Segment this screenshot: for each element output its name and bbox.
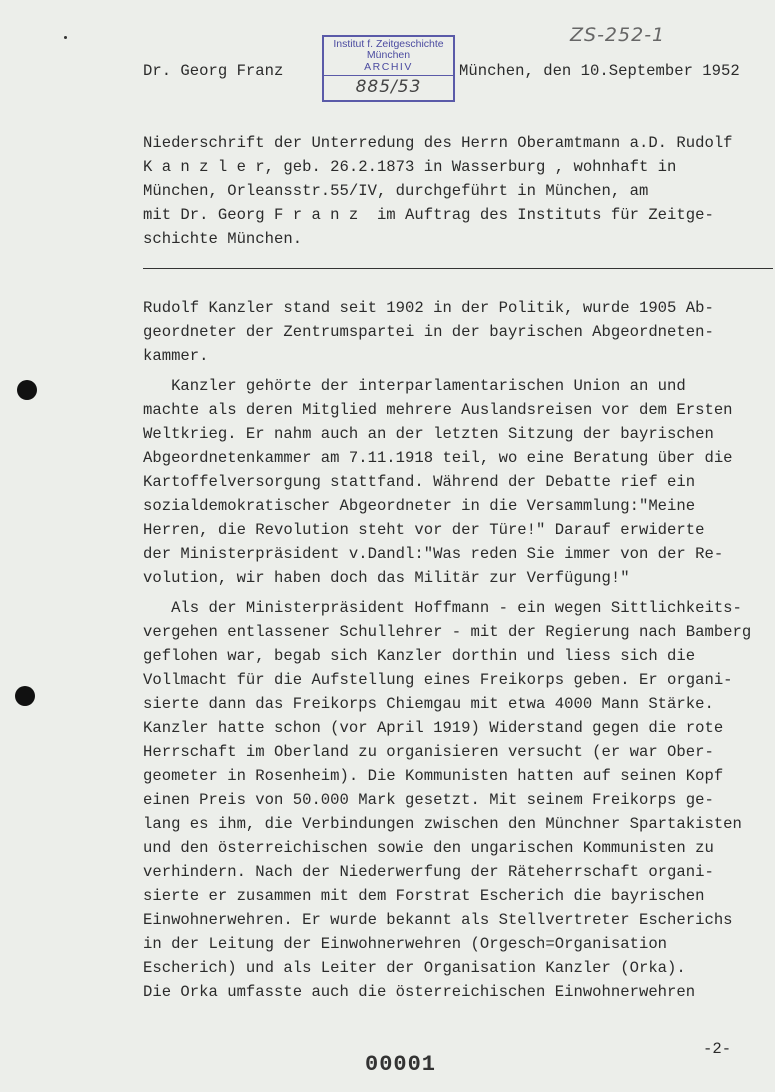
stamp-archive: ARCHIV: [324, 61, 453, 76]
body-line: sierte dann das Freikorps Chiemgau mit etwa 4000 Mann Stärke.: [143, 695, 714, 713]
body-line: volution, wir haben doch das Militär zur Verfügung!": [143, 569, 630, 587]
body-line: Kartoffelversorgung stattfand. Während der Debatte rief ein: [143, 473, 696, 491]
body-line: Weltkrieg. Er nahm auch an der letzten Sitzung der bayrischen: [143, 425, 714, 443]
intro-line: Niederschrift der Unterredung des Herrn Oberamtmann a.D. Rudolf: [143, 134, 733, 152]
body-line: geordneter der Zentrumspartei in der bayrischen Abgeordneten-: [143, 323, 714, 341]
place-date: München, den 10.September 1952: [459, 62, 740, 80]
body-line: und den österreichischen sowie den ungarischen Kommunisten zu: [143, 839, 714, 857]
stamp-institute: Institut f. Zeitgeschichte: [333, 38, 444, 50]
body-line: geflohen war, begab sich Kanzler dorthin und liess sich die: [143, 647, 696, 665]
intro-line: schichte München.: [143, 230, 303, 248]
intro-line: mit Dr. Georg F r a n z im Auftrag des Instituts für Zeitge-: [143, 206, 714, 224]
paper-speck: [64, 36, 67, 39]
archive-page-number: 00001: [365, 1052, 437, 1077]
body-line: Kanzler hatte schon (vor April 1919) Widerstand gegen die rote: [143, 719, 724, 737]
stamp-number: 885/53: [355, 77, 422, 97]
body-line: geometer in Rosenheim). Die Kommunisten hatten auf seinen Kopf: [143, 767, 724, 785]
body-line: kammer.: [143, 347, 209, 365]
archive-handwritten-note: ZS-252-1: [570, 24, 666, 46]
body-line: Rudolf Kanzler stand seit 1902 in der Politik, wurde 1905 Ab-: [143, 299, 714, 317]
intro-line: K a n z l e r, geb. 26.2.1873 in Wasserburg , wohnhaft in: [143, 158, 677, 176]
body-line: Als der Ministerpräsident Hoffmann - ein wegen Sittlichkeits-: [143, 599, 742, 617]
punch-hole-upper: [17, 380, 37, 400]
next-page-marker: -2-: [703, 1040, 732, 1058]
body-line: sozialdemokratischer Abgeordneter in die Versammlung:"Meine: [143, 497, 696, 515]
body-line: Abgeordnetenkammer am 7.11.1918 teil, wo eine Beratung über die: [143, 449, 733, 467]
body-line: Herren, die Revolution steht vor der Türe!" Darauf erwiderte: [143, 521, 705, 539]
body-line: sierte er zusammen mit dem Forstrat Escherich die bayrischen: [143, 887, 705, 905]
body-line: lang es ihm, die Verbindungen zwischen den Münchner Spartakisten: [143, 815, 742, 833]
body-line: Herrschaft im Oberland zu organisieren versucht (er war Ober-: [143, 743, 714, 761]
intro-line: München, Orleansstr.55/IV, durchgeführt in München, am: [143, 182, 649, 200]
body-line: Die Orka umfasste auch die österreichischen Einwohnerwehren: [143, 983, 696, 1001]
author-name: Dr. Georg Franz: [143, 62, 284, 80]
body-line: der Ministerpräsident v.Dandl:"Was reden Sie immer von der Re-: [143, 545, 724, 563]
body-line: vergehen entlassener Schullehrer - mit der Regierung nach Bamberg: [143, 623, 752, 641]
body-text: [143, 296, 775, 1004]
separator-line: [143, 268, 773, 269]
body-line: Escherich) und als Leiter der Organisation Kanzler (Orka).: [143, 959, 686, 977]
body-line: Kanzler gehörte der interparlamentarischen Union an und: [143, 377, 686, 395]
body-line: Einwohnerwehren. Er wurde bekannt als Stellvertreter Escherichs: [143, 911, 733, 929]
body-line: Vollmacht für die Aufstellung eines Freikorps geben. Er organi-: [143, 671, 733, 689]
stamp-city: München: [366, 49, 411, 61]
body-line: einen Preis von 50.000 Mark gesetzt. Mit seinem Freikorps ge-: [143, 791, 714, 809]
punch-hole-lower: [15, 686, 35, 706]
body-line: verhindern. Nach der Niederwerfung der Räteherrschaft organi-: [143, 863, 714, 881]
archive-stamp: [322, 35, 455, 102]
body-line: in der Leitung der Einwohnerwehren (Orgesch=Organisation: [143, 935, 668, 953]
body-line: machte als deren Mitglied mehrere Auslandsreisen vor dem Ersten: [143, 401, 733, 419]
